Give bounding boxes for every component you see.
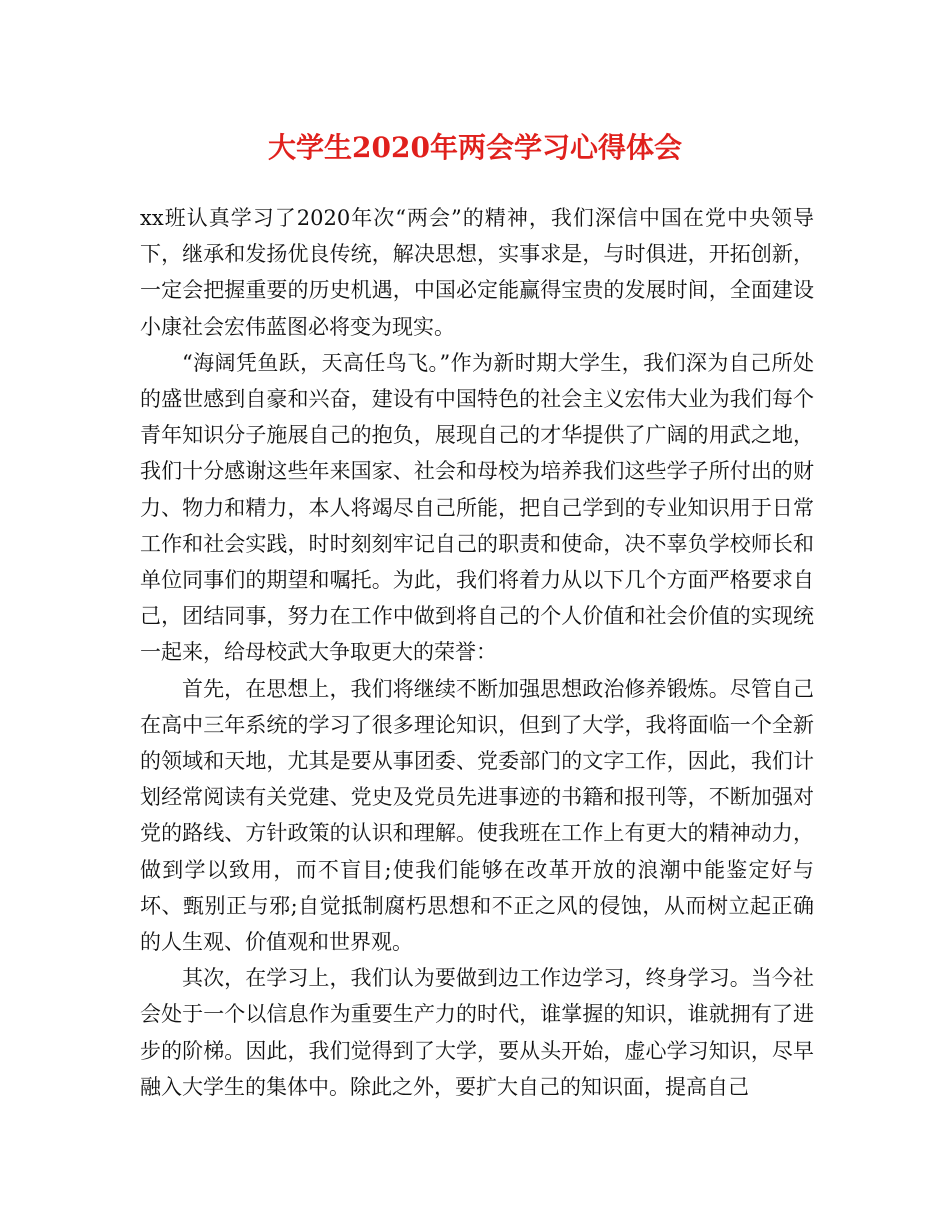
paragraph-quote: “海阔凭鱼跃，天高任鸟飞。”作为新时期大学生，我们深为自己所处的盛世感到自豪和兴奋，建设有中国特色的社会主义宏伟大业为我们每个青年知识分子施展自己的抱负，展现自己的才华提供了广阔的用武之地，我们十分感谢这些年来国家、社会和母校为培养我们这些学子所付出的财力、物力和精力，本人将竭尽自己所能，把自己学到的专业知识用于日常工作和社会实践，时时刻刻牢记自己的职责和使命，决不辜负学校师长和单位同事们的期望和嘱托。为此，我们将着力从以下几个方面严格要求自己，团结同事，努力在工作中做到将自己的个人价值和社会价值的实现统一起来，给母校武大争取更大的荣誉：: [140, 350, 814, 665]
document-title: 大学生2020年两会学习心得体会: [268, 131, 682, 164]
paragraph-second: 其次，在学习上，我们认为要做到边工作边学习，终身学习。当今社会处于一个以信息作为重要生产力的时代，谁掌握的知识，谁就拥有了进步的阶梯。因此，我们觉得到了大学，要从头开始，虚心学习知识，尽早融入大学生的集体中。除此之外，要扩大自己的知识面，提高自己: [140, 966, 814, 1099]
paragraph-first: 首先，在思想上，我们将继续不断加强思想政治修养锻炼。尽管自己在高中三年系统的学习了很多理论知识，但到了大学，我将面临一个全新的领域和天地，尤其是要从事团委、党委部门的文字工作，因此，我们计划经常阅读有关党建、党史及党员先进事迹的书籍和报刊等，不断加强对党的路线、方针政策的认识和理解。使我班在工作上有更大的精神动力，做到学以致用，而不盲目;使我们能够在改革开放的浪潮中能鉴定好与坏、甄别正与邪;自觉抵制腐朽思想和不正之风的侵蚀，从而树立起正确的人生观、价值观和世界观。: [140, 676, 814, 955]
document-body: [140, 200, 814, 1105]
paragraph-intro: xx班认真学习了2020年次“两会”的精神，我们深信中国在党中央领导下，继承和发扬优良传统，解决思想，实事求是，与时俱进，开拓创新，一定会把握重要的历史机遇，中国必定能赢得宝贵的发展时间，全面建设小康社会宏伟蓝图必将变为现实。: [140, 206, 814, 339]
